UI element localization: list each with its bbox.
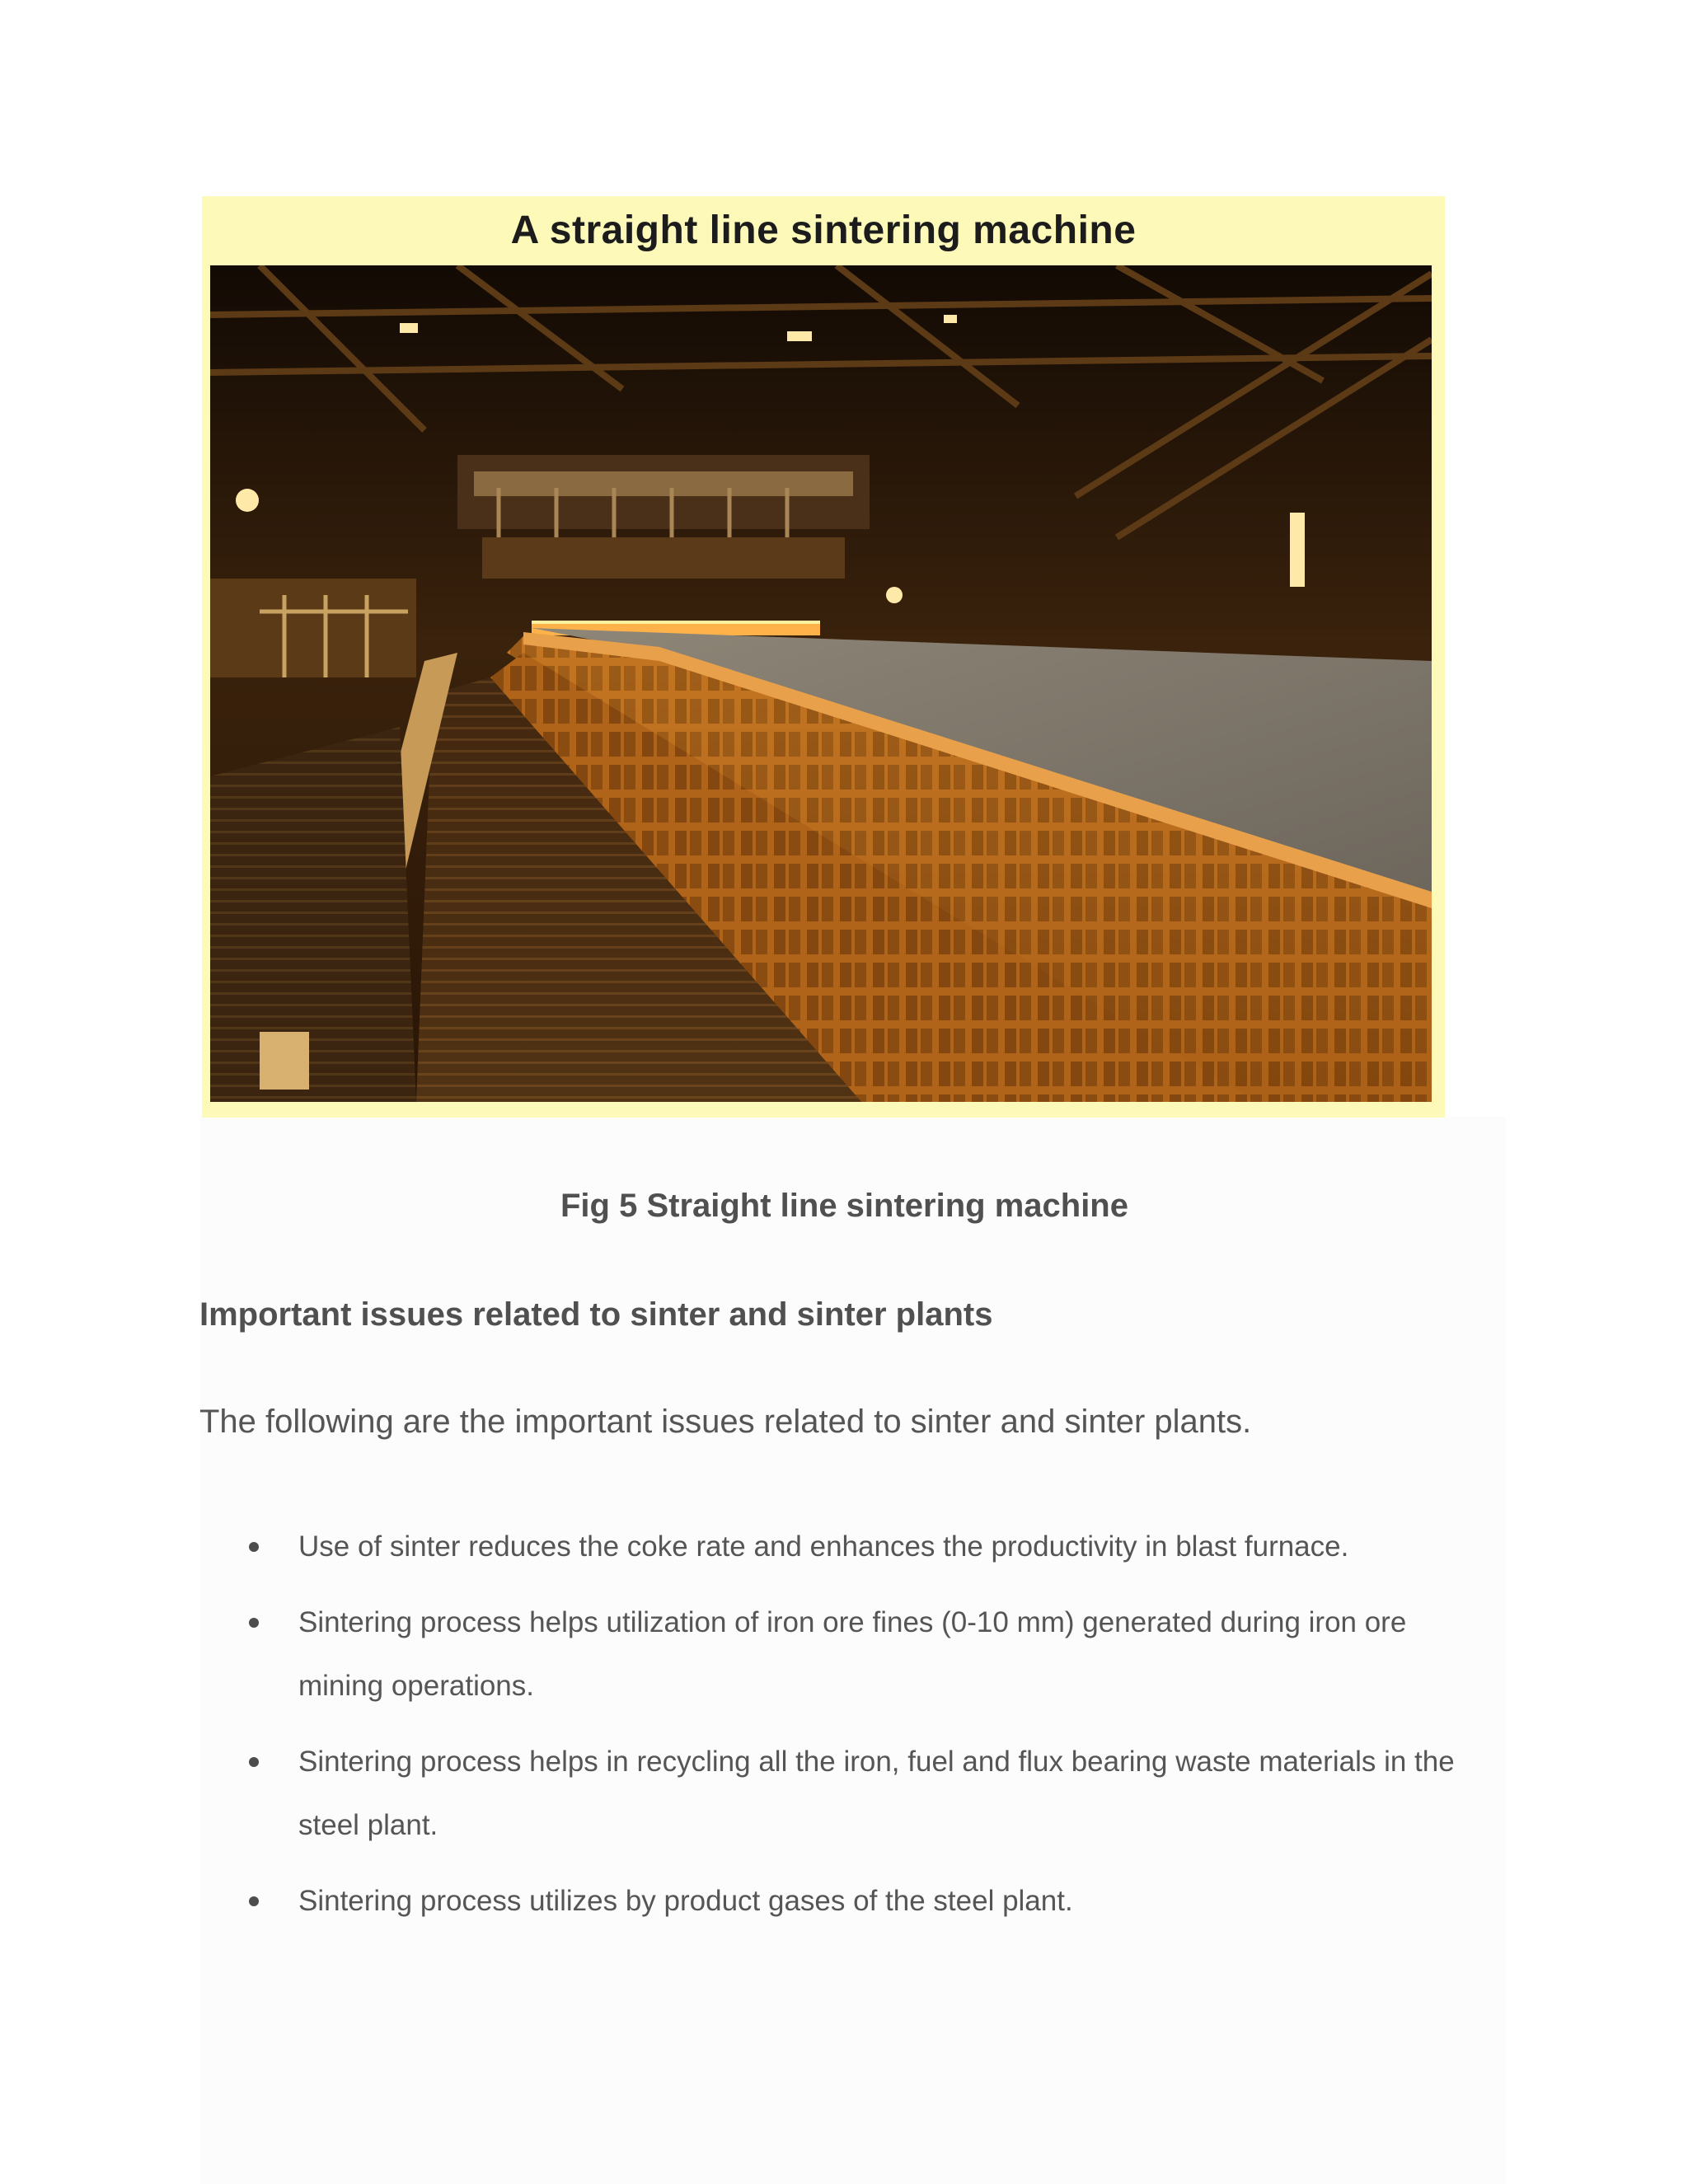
sintering-machine-photo xyxy=(210,265,1432,1102)
figure-caption: Fig 5 Straight line sintering machine xyxy=(560,1188,1128,1224)
list-item xyxy=(199,1869,1485,1933)
bullet-icon xyxy=(249,1757,259,1767)
section-intro: The following are the important issues related to sinter and sinter plants. xyxy=(199,1404,1252,1440)
list-item xyxy=(199,1730,1485,1857)
figure-title: A straight line sintering machine xyxy=(510,209,1137,252)
list-item-text: Use of sinter reduces the coke rate and enhances the productivity in blast furnace. xyxy=(298,1530,1349,1563)
bullet-icon xyxy=(249,1618,259,1628)
figure xyxy=(202,196,1445,1118)
list-item xyxy=(199,1515,1485,1578)
list-item xyxy=(199,1591,1485,1718)
list-item-text: Sintering process helps in recycling all the iron, fuel and flux bearing waste materials in the steel plant. xyxy=(298,1746,1455,1841)
section-heading: Important issues related to sinter and sinter plants xyxy=(199,1296,993,1333)
bullet-icon xyxy=(249,1542,259,1552)
bullet-icon xyxy=(249,1896,259,1906)
list-item-text: Sintering process utilizes by product gases of the steel plant. xyxy=(298,1885,1073,1917)
issues-list xyxy=(199,1515,1485,1945)
list-item-text: Sintering process helps utilization of iron ore fines (0-10 mm) generated during iron ore mining operations. xyxy=(298,1606,1407,1702)
